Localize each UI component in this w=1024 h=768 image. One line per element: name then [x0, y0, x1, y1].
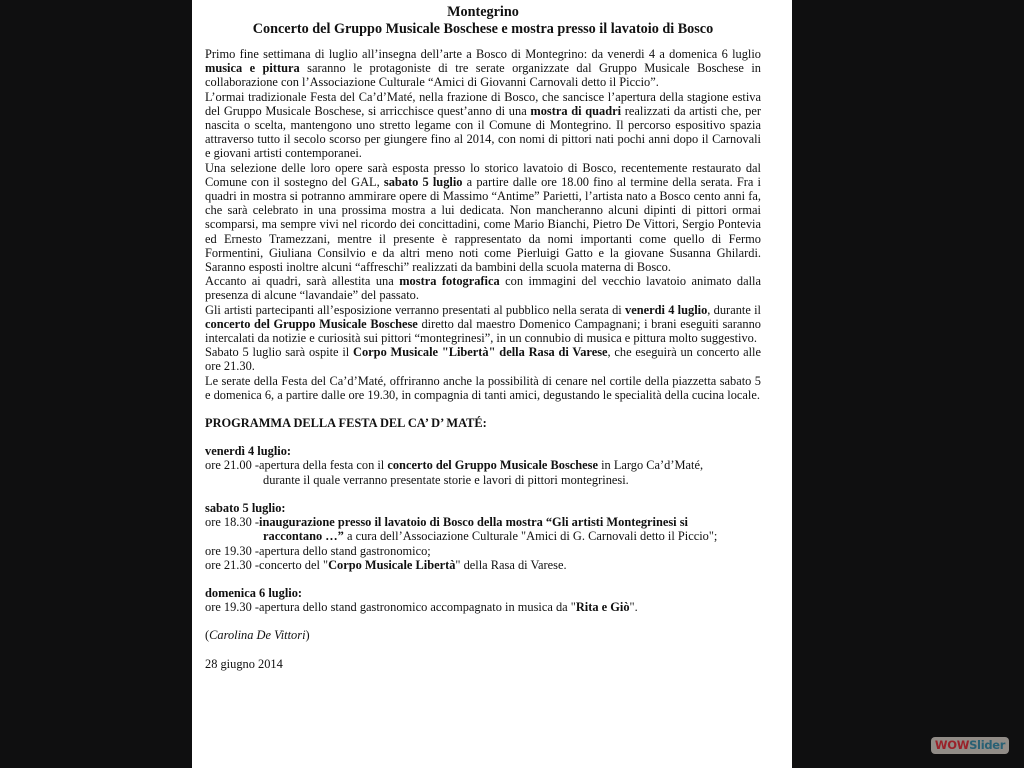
text: Primo fine settimana di luglio all’insegna dell’arte a Bosco di Montegrino: da venerdi 4 a domenica 6 luglio	[205, 47, 761, 61]
event-time: ore 18.30 -	[205, 515, 260, 530]
event-time: ore 21.00 -	[205, 458, 260, 473]
day-label: venerdì 4 luglio:	[205, 444, 292, 459]
event-time: ore 19.30 -	[205, 600, 260, 615]
document-page	[192, 0, 792, 768]
text: apertura della festa con il	[259, 458, 388, 473]
event-description: apertura dello stand gastronomico;	[259, 543, 431, 558]
bold-text: concerto del Gruppo Musicale Boschese	[205, 316, 418, 331]
programme-day-saturday	[205, 501, 761, 572]
text: diretto dal maestro Domenico Campagnani; i brani eseguiti saranno intercalati da notizie e curiosità sui pittori “montegrinesi”, in un connubio di musica e pittura molto suggestivo.	[205, 316, 761, 346]
day-label: domenica 6 luglio:	[205, 585, 303, 600]
text: Gli artisti partecipanti all’esposizione verranno presentati al pubblico nella serata di	[205, 302, 626, 317]
paragraph-3	[205, 161, 761, 275]
programme-event-continuation	[205, 529, 761, 543]
programme-day-sunday	[205, 586, 761, 614]
document-date: 28 giugno 2014	[205, 656, 283, 671]
programme-event	[205, 600, 761, 614]
bold-text: musica e pittura	[205, 61, 300, 76]
bold-text: concerto del Gruppo Musicale Boschese	[387, 458, 598, 473]
text: a partire dalle ore 18.00 fino al termine della serata. Fra i quadri in mostra si potranno ammirare opere di Massimo “Antime” Parietti, l’artista nato a Bosco cento anni fa, che sarà celebrato in una prossima mostra a lui dedicata. Non mancheranno alcuni dipinti di pittori ormai scomparsi, ma sempre vivi nel ricordo dei concittadini, come Mario Bianchi, Pietro De Vittori, Sergio Pontevia ed Ernesto Tramezzani, mentre il presente è rappresentato da nomi importanti come quello di Fermo Formentini, Giuliana Consilvio e da altri meno noti come Pierluigi Gatto e la giovane Susanna Ghilardi. Saranno esposti inoltre alcuni “affreschi” realizzati da bambini della scuola materna di Bosco.	[205, 174, 761, 275]
text: (	[205, 628, 210, 643]
paragraph-4	[205, 274, 761, 302]
programme-event-continuation	[205, 473, 761, 487]
document-content	[205, 4, 761, 671]
text: , durante il	[707, 302, 761, 317]
text	[205, 529, 761, 543]
bold-text: Corpo Musicale Libertà	[328, 557, 456, 572]
text: " della Rasa di Varese.	[455, 557, 567, 572]
event-description	[205, 473, 761, 487]
paragraph-6	[205, 345, 761, 373]
text: concerto del "	[259, 557, 329, 572]
watermark-part-2: Slider	[969, 738, 1006, 752]
title-location: Montegrino	[447, 4, 519, 20]
programme-event	[205, 458, 761, 472]
text: Le serate della Festa del Ca’d’Maté, offriranno anche la possibilità di cenare nel cortile della piazzetta sabato 5 e domenica 6, a partire dalle ore 19.30, in compagnia di tanti amici, degustando le specialità della cucina locale.	[205, 373, 761, 402]
programme-day-friday	[205, 444, 761, 487]
event-time: ore 19.30 -	[205, 543, 260, 558]
bold-text: venerdi 4 luglio	[625, 302, 708, 317]
text: a cura dell’Associazione Culturale "Amici di G. Carnovali detto il Piccio";	[343, 529, 718, 544]
text: Una selezione delle loro opere sarà esposta presso lo storico lavatoio di Bosco, recentemente restaurato dal Comune con il sostegno del GAL,	[205, 160, 761, 189]
author-signature	[205, 628, 761, 642]
text: L’ormai tradizionale Festa del Ca’d’Maté, nella frazione di Bosco, che sancisce l’apertura della stagione estiva del Gruppo Musicale Boschese, si arricchisce quest’anno di una	[205, 89, 761, 118]
text: Sabato 5 luglio sarà ospite il	[205, 345, 354, 360]
text: realizzati da artisti che, per nascita o scelta, mantengono uno stretto legame con il Comune di Montegrino. Il percorso espositivo spazia attraverso tutto il secolo scorso per giungere fino al 2014, con nomi di pittori nati pochi anni dopo il Carnovali e giovani artisti contemporanei.	[205, 103, 761, 161]
document-title	[205, 4, 761, 37]
paragraph-1	[205, 47, 761, 90]
text: )	[305, 628, 310, 643]
programme-event	[205, 515, 761, 529]
bold-text: mostra fotografica	[399, 274, 500, 289]
text: durante il quale verranno presentate storie e lavori di pittori montegrinesi.	[263, 472, 629, 487]
bold-text: inaugurazione presso il lavatoio di Bosco della mostra “Gli artisti Montegrinesi si	[259, 515, 688, 530]
paragraph-5	[205, 303, 761, 346]
text: in Largo Ca’d’Maté,	[597, 458, 704, 473]
event-time: ore 21.30 -	[205, 557, 260, 572]
bold-text: raccontano …”	[263, 529, 344, 544]
event-description	[259, 558, 761, 572]
bold-text: Corpo Musicale "Libertà" della Rasa di Varese	[353, 345, 608, 360]
paragraph-7	[205, 374, 761, 402]
text: apertura dello stand gastronomico accompagnato in musica da "	[259, 600, 576, 615]
event-description	[259, 600, 761, 614]
bold-text: Rita e Giò	[575, 600, 630, 615]
title-headline: Concerto del Gruppo Musicale Boschese e mostra presso il lavatoio di Bosco	[252, 20, 714, 37]
programme-event	[205, 544, 761, 558]
text: ".	[629, 600, 638, 615]
event-description	[205, 529, 761, 543]
day-label: sabato 5 luglio:	[205, 500, 286, 515]
author-name: Carolina De Vittori	[209, 628, 306, 643]
text: con immagini del vecchio lavatoio animato dalla presenza di alcune “lavandaie” del passato.	[205, 274, 761, 303]
bold-text: mostra di quadri	[530, 103, 622, 118]
event-description	[259, 515, 761, 529]
watermark-part-1: WOW	[934, 738, 970, 752]
wowslider-watermark-link[interactable]	[931, 737, 1009, 754]
bold-text: sabato 5 luglio	[383, 174, 463, 189]
text: saranno le protagoniste di tre serate organizzate dal Gruppo Musicale Boschese in collaborazione con l’Associazione Culturale “Amici di Giovanni Carnovali detto il Piccio”.	[205, 61, 761, 90]
event-description	[259, 458, 761, 472]
text: Accanto ai quadri, sarà allestita una	[205, 274, 400, 289]
programme-heading: PROGRAMMA DELLA FESTA DEL CA’ D’ MATÉ:	[205, 416, 487, 431]
paragraph-2	[205, 90, 761, 161]
text: , che eseguirà un concerto alle ore 21.30.	[205, 345, 761, 374]
programme-event	[205, 558, 761, 572]
